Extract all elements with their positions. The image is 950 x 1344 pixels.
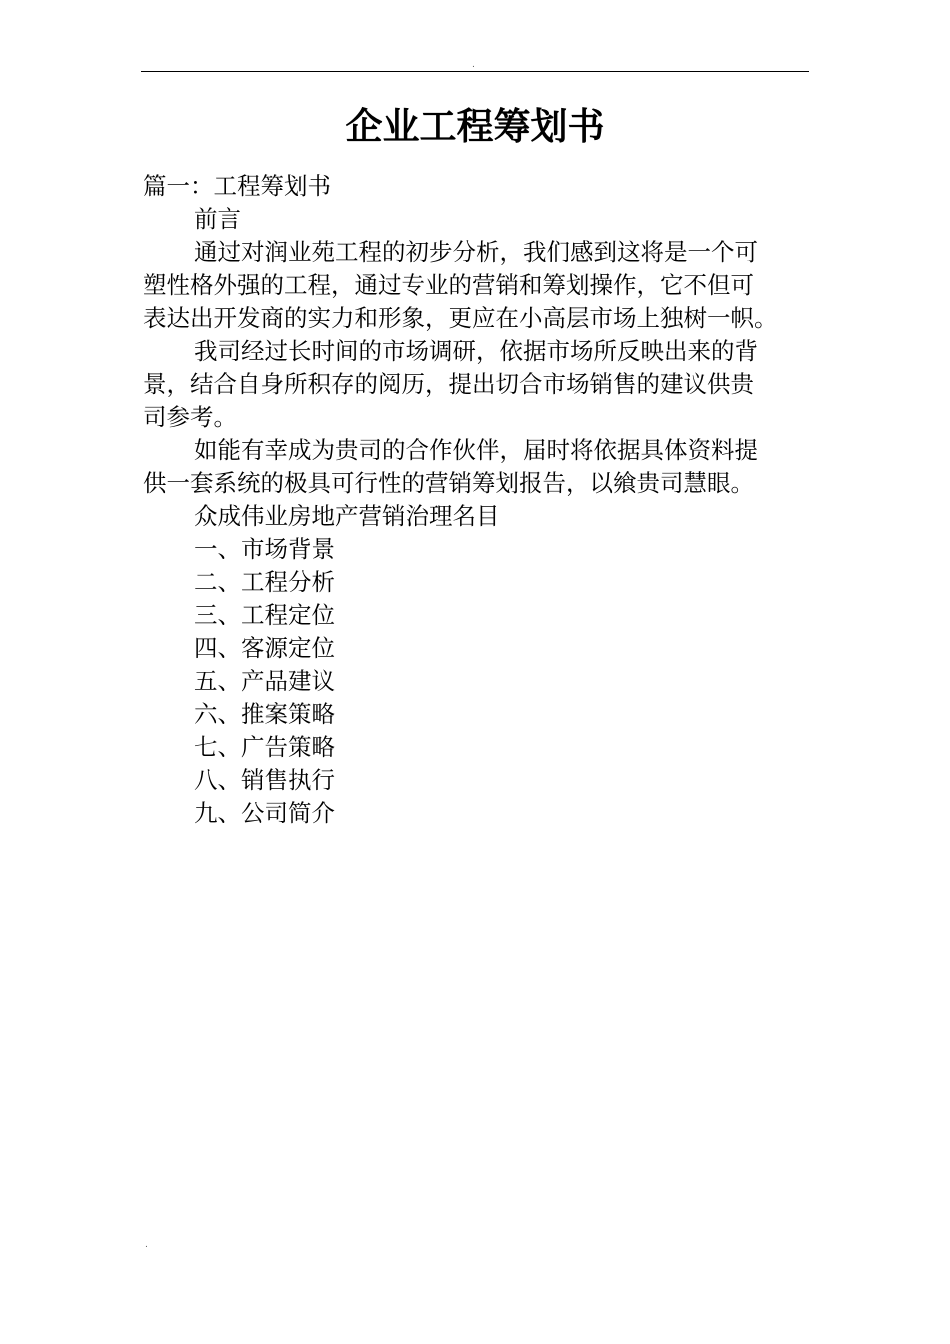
toc-item: 二、工程分析 <box>194 568 335 596</box>
section-heading: 篇一：工程筹划书 <box>143 172 331 200</box>
document-body <box>143 170 809 830</box>
toc-item: 四、客源定位 <box>194 634 335 662</box>
paragraph-line: 塑性格外强的工程，通过专业的营销和筹划操作，它不但可 <box>143 271 754 299</box>
paragraph-line: 司参考。 <box>143 403 237 431</box>
preface-heading: 前言 <box>194 205 241 233</box>
paragraph <box>143 434 809 500</box>
table-of-contents <box>143 533 809 830</box>
paragraph-line: 供一套系统的极具可行性的营销筹划报告，以飨贵司慧眼。 <box>143 469 754 497</box>
toc-item: 七、广告策略 <box>194 733 335 761</box>
header-rule <box>141 71 809 72</box>
footer-mark: . <box>145 1240 148 1250</box>
header-mark: . <box>472 60 475 70</box>
paragraph-line: 通过对润业苑工程的初步分析，我们感到这将是一个可 <box>194 238 758 266</box>
toc-item: 一、市场背景 <box>194 535 335 563</box>
paragraph-line: 景，结合自身所积存的阅历，提出切合市场销售的建议供贵 <box>143 370 754 398</box>
paragraph-line: 我司经过长时间的市场调研，依据市场所反映出来的背 <box>194 337 758 365</box>
toc-item: 六、推案策略 <box>194 700 335 728</box>
paragraph <box>143 236 809 335</box>
toc-item: 八、销售执行 <box>194 766 335 794</box>
toc-heading: 众成伟业房地产营销治理名目 <box>194 502 500 530</box>
toc-item: 九、公司简介 <box>194 799 335 827</box>
toc-item: 三、工程定位 <box>194 601 335 629</box>
document-title: 企业工程筹划书 <box>345 105 605 148</box>
paragraph-line: 如能有幸成为贵司的合作伙伴，届时将依据具体资料提 <box>194 436 758 464</box>
toc-item: 五、产品建议 <box>194 667 335 695</box>
paragraph-line: 表达出开发商的实力和形象，更应在小高层市场上独树一帜。 <box>143 304 778 332</box>
paragraph <box>143 335 809 434</box>
